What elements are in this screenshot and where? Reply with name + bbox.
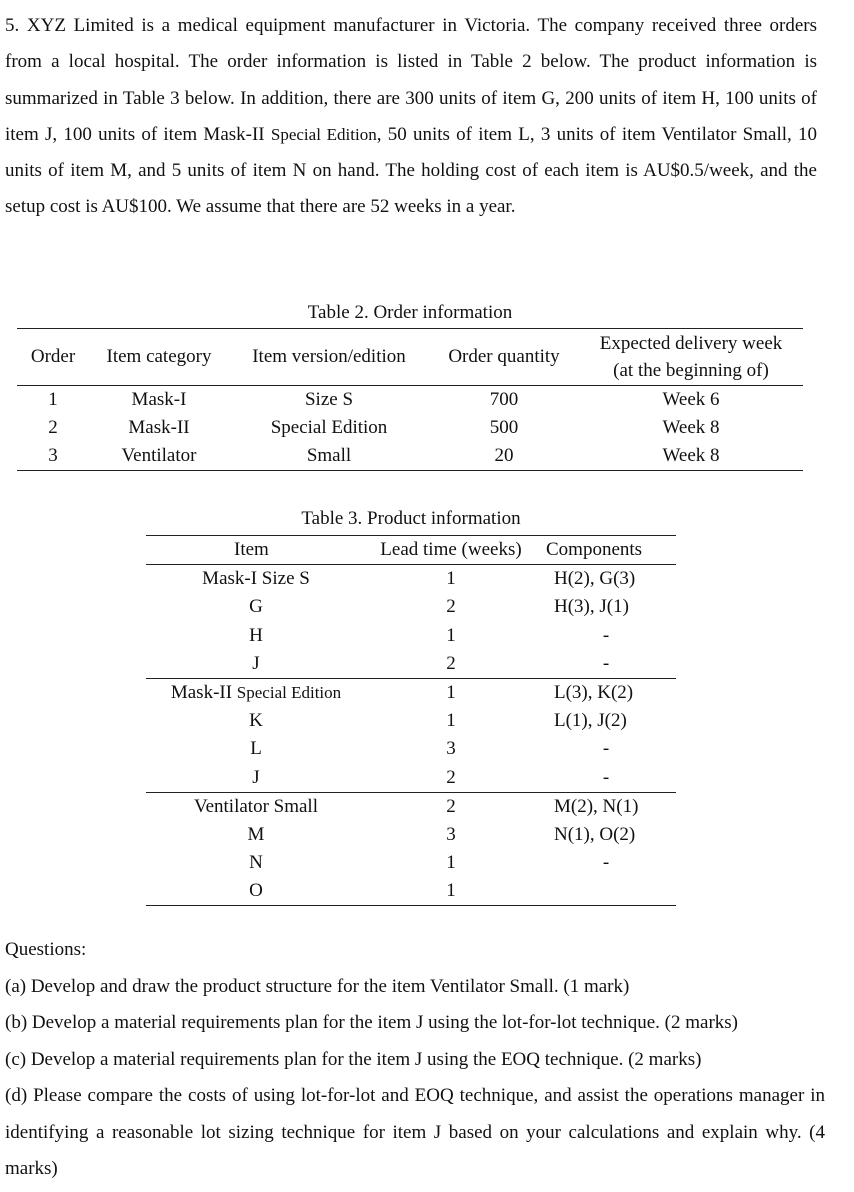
version-cell: Size S [304, 389, 354, 410]
table-row [146, 735, 676, 763]
table2-header-quantity: Order quantity [448, 346, 560, 367]
lead-cell: 1 [446, 568, 456, 590]
question-b: (b) Develop a material requirements plan for the item J using the lot-for-lot technique. (2 marks) [5, 1012, 738, 1033]
table2-header-delivery [579, 329, 803, 386]
table-row [146, 593, 676, 621]
table3-header-item: Item [234, 539, 269, 561]
lead-cell: 1 [446, 852, 456, 874]
components-cell: - [602, 852, 610, 874]
lead-cell: 2 [446, 596, 456, 618]
questions-heading: Questions: [5, 939, 87, 960]
problem-statement [5, 8, 817, 226]
delivery-cell: Week 8 [662, 445, 720, 466]
order-cell: 2 [48, 417, 58, 438]
category-cell: Mask-I [131, 389, 187, 410]
table-row [146, 678, 676, 707]
table-row [17, 442, 803, 471]
delivery-header-line1: Expected delivery week [599, 333, 783, 354]
item-name-small-part: Special Edition [236, 683, 342, 703]
delivery-cell: Week 6 [662, 389, 720, 410]
table2-caption: Table 2. Order information [307, 302, 513, 323]
table3-header-components: Components [546, 539, 643, 561]
components-cell: L(1), J(2) [554, 710, 627, 732]
table3-header-lead: Lead time (weeks) [380, 539, 522, 561]
components-cell: - [602, 624, 610, 646]
item-cell: M [247, 823, 265, 845]
product-information-table [146, 535, 676, 906]
components-cell [536, 877, 676, 906]
table-row [146, 565, 676, 594]
item-cell: J [252, 766, 260, 788]
lead-cell: 3 [446, 738, 456, 760]
components-cell: - [602, 738, 610, 760]
components-cell: L(3), K(2) [554, 682, 634, 704]
table2-header-category: Item category [106, 346, 212, 367]
table-row [146, 622, 676, 650]
delivery-header-line2: (at the beginning of) [613, 360, 769, 381]
item-cell: G [249, 596, 263, 618]
category-cell: Mask-II [128, 417, 190, 438]
quantity-cell: 20 [494, 445, 514, 466]
table3-caption: Table 3. Product information [301, 508, 521, 529]
item-cell: J [252, 652, 260, 674]
order-cell: 1 [48, 389, 58, 410]
table2-header-order: Order [30, 346, 76, 367]
lead-cell: 2 [446, 795, 456, 817]
lead-cell: 3 [446, 823, 456, 845]
quantity-cell: 500 [489, 417, 519, 438]
item-cell: O [249, 880, 263, 902]
question-d: (d) Please compare the costs of using lot-for-lot and EOQ technique, and assist the operations manager in identifying a reasonable lot sizing technique for item J based on your calculations and explain why. (4 marks) [5, 1085, 825, 1179]
item-cell: Mask-I Size S [202, 568, 310, 590]
item-cell: L [250, 738, 262, 760]
quantity-cell: 700 [489, 389, 519, 410]
delivery-cell: Week 8 [662, 417, 720, 438]
lead-cell: 1 [446, 624, 456, 646]
table2-header-row [17, 329, 803, 386]
lead-cell: 1 [446, 710, 456, 732]
table-row [146, 849, 676, 877]
question-a: (a) Develop and draw the product structure for the item Ventilator Small. (1 mark) [5, 975, 630, 997]
intro-text-2: , 50 units of item L, 3 units of item Ventilator Small, 10 units of item M, and 5 units of item N on hand. The holding cost of each item is AU$0.5/week, and the setup cost is AU$100. We assume that there are 52 weeks in a year. [5, 123, 818, 218]
question-c: (c) Develop a material requirements plan for the item J using the EOQ technique. (2 marks) [5, 1048, 702, 1070]
lead-cell: 1 [446, 880, 456, 902]
item-name-part: Mask-II [170, 682, 237, 704]
components-cell: H(2), G(3) [554, 568, 636, 590]
components-cell: N(1), O(2) [554, 823, 636, 845]
components-cell: H(3), J(1) [554, 596, 629, 618]
table-row [146, 821, 676, 849]
item-cell: H [249, 624, 263, 646]
table-row [17, 386, 803, 415]
lead-cell: 1 [446, 682, 456, 704]
version-cell: Special Edition [270, 417, 388, 438]
table-row [146, 792, 676, 821]
table2-header-version: Item version/edition [252, 346, 406, 367]
components-cell: M(2), N(1) [554, 795, 639, 817]
table-row [17, 414, 803, 442]
table-row [146, 877, 676, 906]
item-cell [146, 678, 366, 707]
table3-header-row [146, 536, 676, 565]
table-row [146, 650, 676, 679]
lead-cell: 2 [446, 766, 456, 788]
intro-text-small: Special Edition [270, 124, 377, 144]
item-cell: N [249, 852, 263, 874]
components-cell: - [602, 766, 610, 788]
intro-text-1: 5. XYZ Limited is a medical equipment manufacturer in Victoria. The company received three orders from a local hospital. The order information is listed in Table 2 below. The product information is summarized in Table 3 below. In addition, there are 300 units of item G, 200 units of item H, 100 units of item J, 100 units of item Mask-II [5, 15, 817, 145]
components-cell: - [602, 652, 610, 674]
item-cell: K [249, 710, 263, 732]
lead-cell: 2 [446, 652, 456, 674]
order-information-table [17, 328, 803, 471]
table-row [146, 707, 676, 735]
table-row [146, 764, 676, 793]
item-cell: Ventilator Small [193, 795, 318, 817]
questions-section [5, 932, 825, 1188]
version-cell: Small [306, 445, 352, 466]
order-cell: 3 [48, 445, 58, 466]
category-cell: Ventilator [121, 445, 197, 466]
